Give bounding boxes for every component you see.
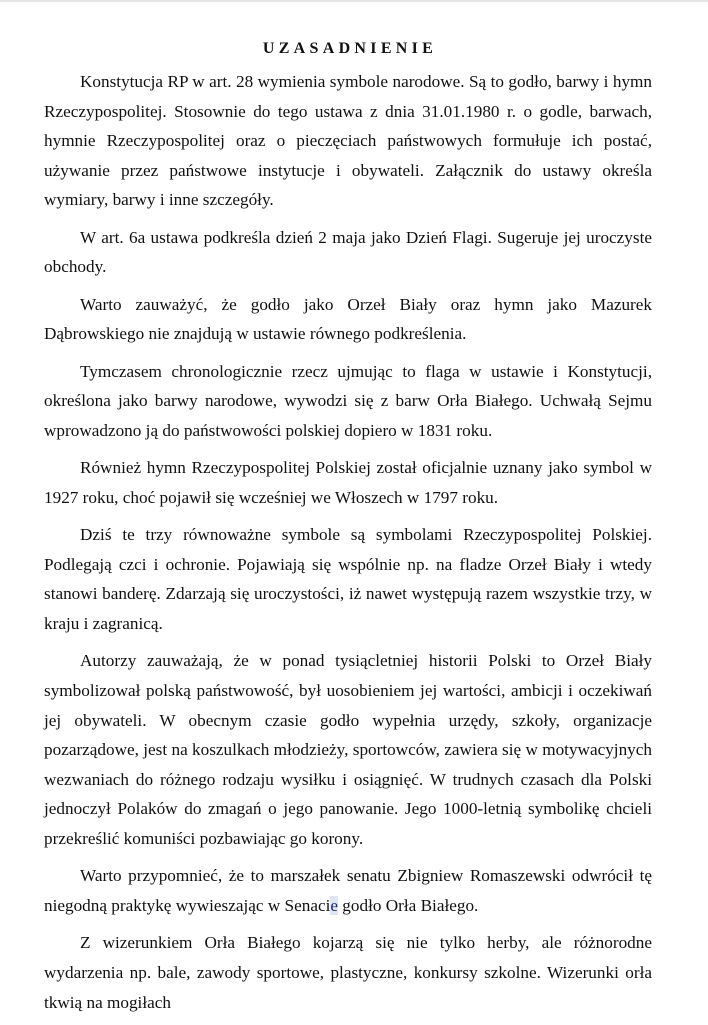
- paragraph-1: Konstytucja RP w art. 28 wymienia symbole narodowe. Są to godło, barwy i hymn Rzeczypospolitej. Stosownie do tego ustawa z dnia 31.01.1980 r. o godle, barwach, hymnie Rzeczypospolitej oraz o pieczęciach państwowych formułuje ich postać, używanie przez państwowe instytucje i obywateli. Załącznik do ustawy określa wymiary, barwy i inne szczegóły.: [44, 72, 652, 210]
- text-cursor-highlight[interactable]: e: [330, 896, 338, 916]
- paragraph-2: W art. 6a ustawa podkreśla dzień 2 maja jako Dzień Flagi. Sugeruje jej uroczyste obchody.: [44, 227, 652, 277]
- paragraph-3: Warto zauważyć, że godło jako Orzeł Biały oraz hymn jako Mazurek Dąbrowskiego nie znajdują w ustawie równego podkreślenia.: [44, 294, 652, 344]
- paragraph-4: Tymczasem chronologicznie rzecz ujmując to flaga w ustawie i Konstytucji, określona jako barwy narodowe, wywodzi się z barw Orła Białego. Uchwałą Sejmu wprowadzono ją do państwowości polskiej dopiero w 1831 roku.: [44, 361, 652, 440]
- paragraph-6: Dziś te trzy równoważne symbole są symbolami Rzeczypospolitej Polskiej. Podlegają czci i ochronie. Pojawiają się wspólnie np. na fladze Orzeł Biały i wtedy stanowi banderę. Zdarzają się uroczystości, iż nawet występują razem wszystkie trzy, w kraju i zagranicą.: [44, 525, 652, 634]
- paragraph-8-text-start: Warto przypomnieć, że to marszałek senatu Zbigniew Romaszewski odwrócił tę niegodną praktykę wywieszając w Senaci: [44, 866, 652, 916]
- paragraph-8: [44, 861, 652, 920]
- paragraph-9: Z wizerunkiem Orła Białego kojarzą się nie tylko herby, ale różnorodne wydarzenia np. bale, zawody sportowe, plastyczne, konkursy szkolne. Wizerunki orła tkwią na mogiłach: [44, 933, 652, 1012]
- document-title: UZASADNIENIE: [262, 40, 438, 57]
- paragraph-5: Również hymn Rzeczypospolitej Polskiej został oficjalnie uznany jako symbol w 1927 roku, choć pojawił się wcześniej we Włoszech w 1797 roku.: [44, 458, 652, 507]
- document-page: [44, 38, 652, 1025]
- paragraph-7: Autorzy zauważają, że w ponad tysiącletniej historii Polski to Orzeł Biały symbolizował polską państwowość, był uosobieniem jej wartości, ambicji i oczekiwań jej obywateli. W obecnym czasie godło wypełnia urzędy, szkoły, organizacje pozarządowe, jest na koszulkach młodzieży, sportowców, zawiera się w motywacyjnych wezwaniach do różnego rodzaju wysiłku i osiągnięć. W trudnych czasach dla Polski jednoczył Polaków do zmagań o jego panowanie. Jego 1000-letnią symbolikę chcieli przekreślić komuniści pozbawiając go korony.: [44, 651, 652, 849]
- viewer-top-border: [0, 0, 708, 2]
- paragraph-8-text-end: godło Orła Białego.: [338, 896, 479, 916]
